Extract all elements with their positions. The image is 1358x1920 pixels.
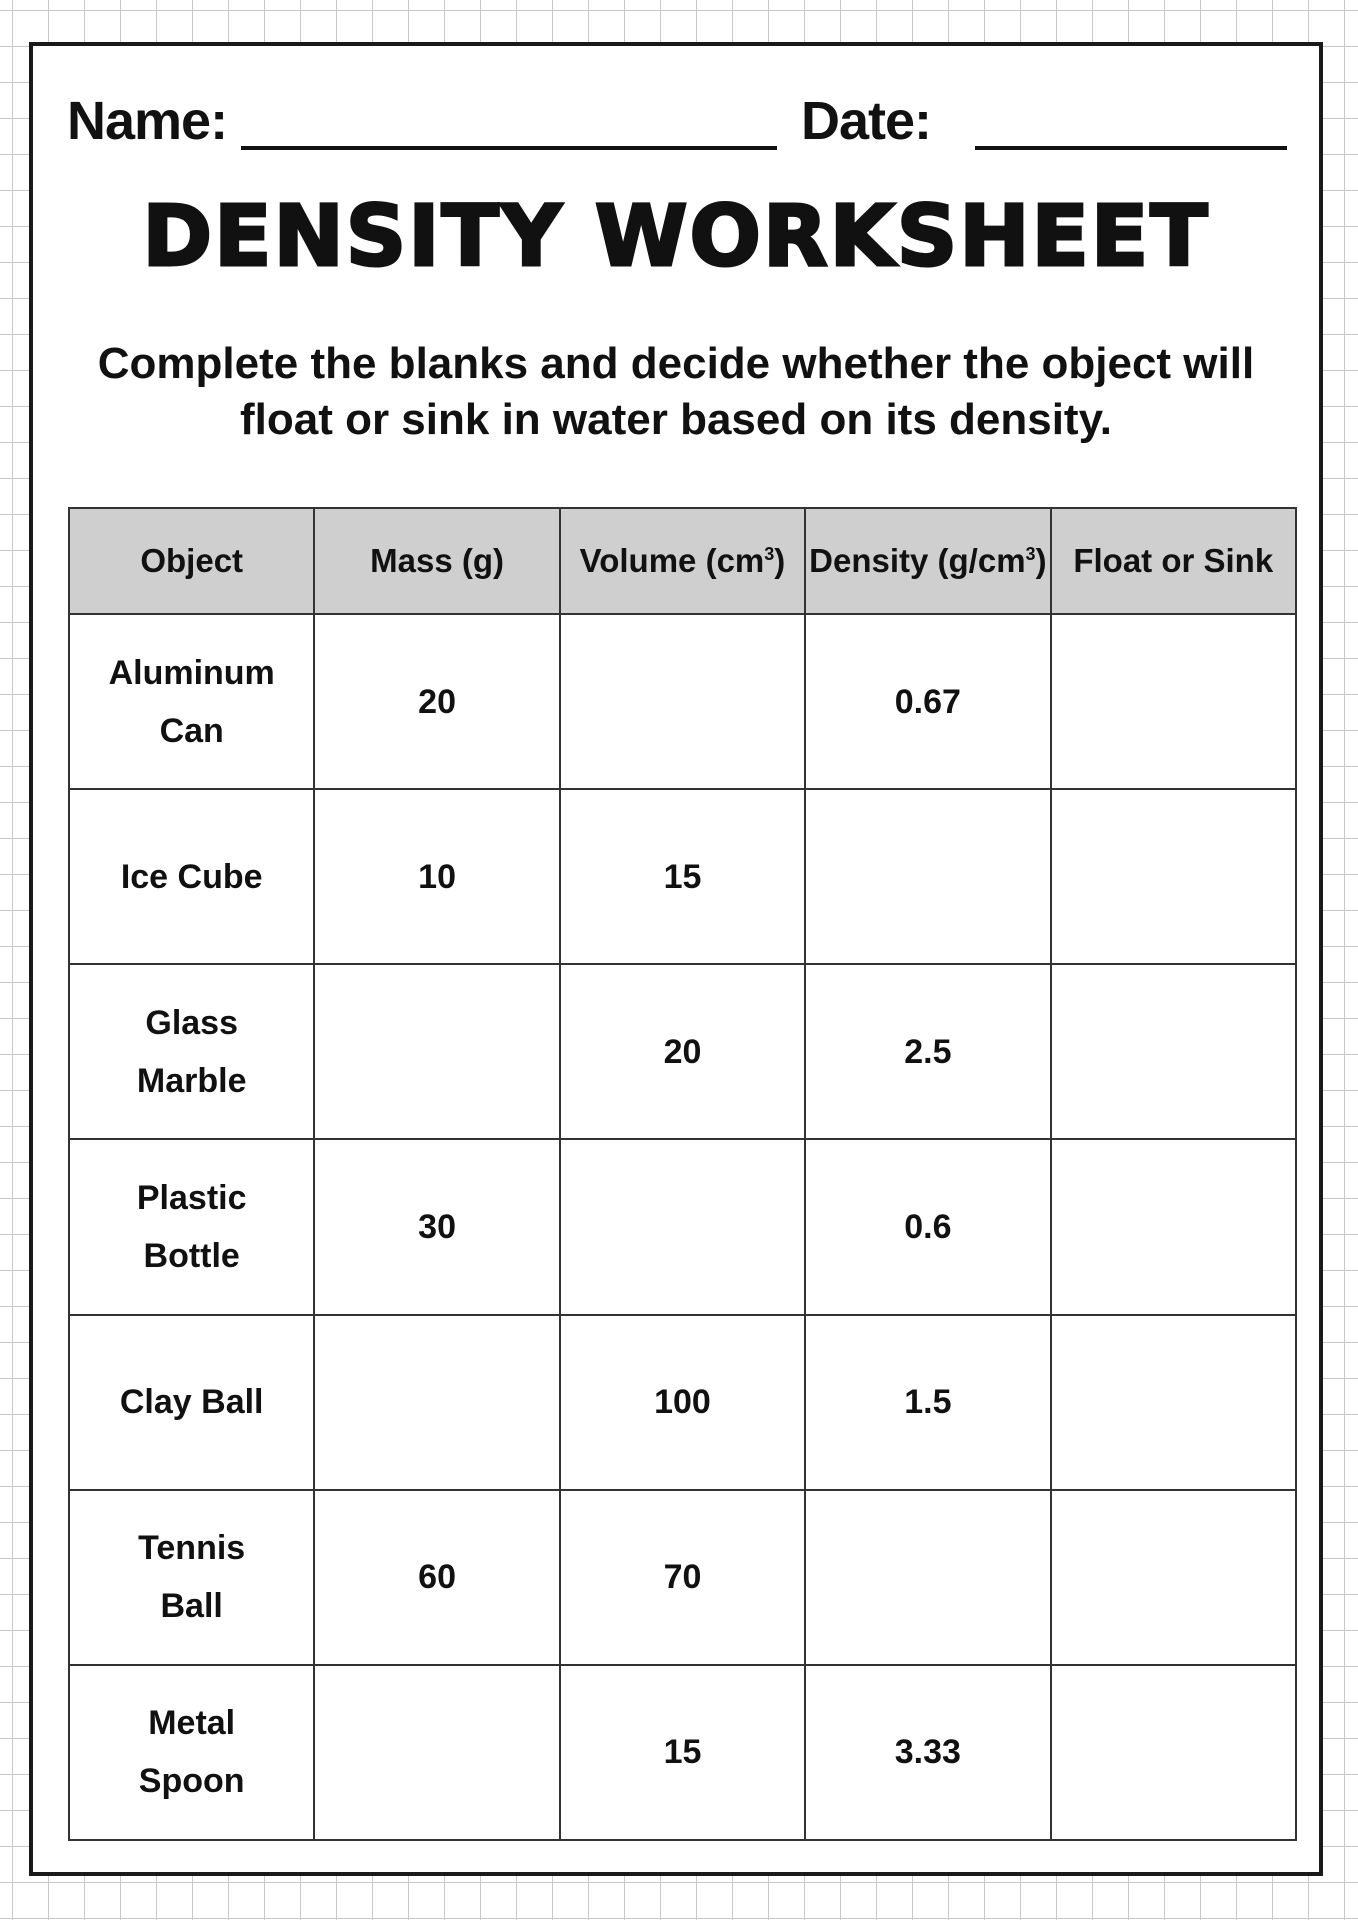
mass-cell[interactable] xyxy=(314,1665,559,1840)
object-name: Ice Cube xyxy=(120,857,263,896)
float-or-sink-cell[interactable] xyxy=(1051,614,1296,789)
worksheet-page xyxy=(29,42,1323,1876)
float-or-sink-cell[interactable] xyxy=(1051,789,1296,964)
density-cell[interactable] xyxy=(805,1490,1050,1665)
object-name: Clay Ball xyxy=(119,1383,264,1422)
float-or-sink-cell[interactable] xyxy=(1051,1665,1296,1840)
volume-cell[interactable] xyxy=(560,614,805,789)
object-cell xyxy=(69,789,314,964)
volume-header-text: Volume (cm xyxy=(579,542,765,579)
float-or-sink-cell[interactable] xyxy=(1051,964,1296,1139)
name-field[interactable] xyxy=(241,146,777,150)
volume-cell[interactable]: 15 xyxy=(560,789,805,964)
column-header-volume xyxy=(560,508,805,614)
date-label: Date: xyxy=(801,91,932,151)
density-table xyxy=(68,507,1297,1841)
object-cell xyxy=(69,1315,314,1490)
volume-cell[interactable]: 100 xyxy=(560,1315,805,1490)
page-title: DENSITY WORKSHEET xyxy=(142,187,1210,285)
object-name: Plastic Bottle xyxy=(136,1178,247,1275)
density-cell[interactable]: 0.67 xyxy=(805,614,1050,789)
table-row xyxy=(69,1139,1296,1314)
object-name: Tennis Ball xyxy=(138,1529,246,1626)
float-or-sink-cell[interactable] xyxy=(1051,1139,1296,1314)
density-cell[interactable]: 0.6 xyxy=(805,1139,1050,1314)
mass-cell[interactable] xyxy=(314,1315,559,1490)
table-header-row xyxy=(69,508,1296,614)
volume-cell[interactable]: 15 xyxy=(560,1665,805,1840)
object-name: Metal Spoon xyxy=(138,1704,245,1801)
volume-header-close: ) xyxy=(774,542,786,579)
density-header-exponent: 3 xyxy=(1025,544,1036,564)
mass-cell[interactable]: 60 xyxy=(314,1490,559,1665)
object-cell xyxy=(69,1139,314,1314)
volume-cell[interactable]: 70 xyxy=(560,1490,805,1665)
volume-cell[interactable] xyxy=(560,1139,805,1314)
density-header-close: ) xyxy=(1035,542,1047,579)
float-or-sink-cell[interactable] xyxy=(1051,1315,1296,1490)
object-cell xyxy=(69,964,314,1139)
volume-cell[interactable]: 20 xyxy=(560,964,805,1139)
column-header-mass: Mass (g) xyxy=(314,508,559,614)
name-label: Name: xyxy=(67,91,228,151)
mass-cell[interactable]: 30 xyxy=(314,1139,559,1314)
date-field[interactable] xyxy=(975,146,1287,150)
density-cell[interactable]: 2.5 xyxy=(805,964,1050,1139)
table-row xyxy=(69,789,1296,964)
name-date-row xyxy=(67,86,1292,156)
density-header-text: Density (g/cm xyxy=(809,542,1026,579)
object-cell xyxy=(69,1490,314,1665)
mass-cell[interactable]: 20 xyxy=(314,614,559,789)
density-cell[interactable] xyxy=(805,789,1050,964)
object-cell xyxy=(69,614,314,789)
object-name: Aluminum Can xyxy=(108,653,275,750)
density-cell[interactable]: 1.5 xyxy=(805,1315,1050,1490)
table-row xyxy=(69,1490,1296,1665)
mass-cell[interactable]: 10 xyxy=(314,789,559,964)
table-row xyxy=(69,1315,1296,1490)
instructions-text: Complete the blanks and decide whether the object will float or sink in water based on its density. xyxy=(97,339,1255,444)
column-header-density xyxy=(805,508,1050,614)
table-row xyxy=(69,964,1296,1139)
table-row xyxy=(69,1665,1296,1840)
column-header-object: Object xyxy=(69,508,314,614)
mass-cell[interactable] xyxy=(314,964,559,1139)
table-row xyxy=(69,614,1296,789)
object-name: Glass Marble xyxy=(136,1003,247,1100)
volume-header-exponent: 3 xyxy=(764,544,775,564)
column-header-float-or-sink: Float or Sink xyxy=(1051,508,1296,614)
density-cell[interactable]: 3.33 xyxy=(805,1665,1050,1840)
object-cell xyxy=(69,1665,314,1840)
float-or-sink-cell[interactable] xyxy=(1051,1490,1296,1665)
